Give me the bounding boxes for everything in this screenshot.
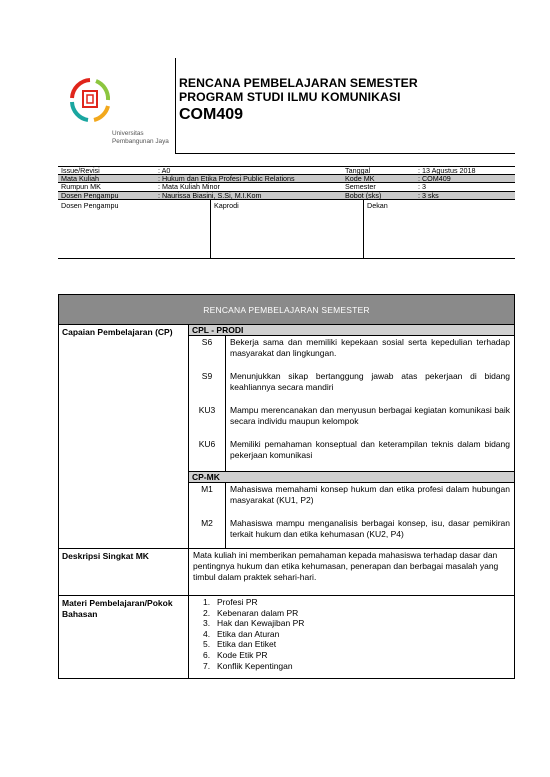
info-label: Mata Kuliah bbox=[61, 174, 99, 184]
signature-label-kaprodi: Kaprodi bbox=[214, 200, 239, 210]
signature-label-dekan: Dekan bbox=[367, 200, 388, 210]
materi-list bbox=[189, 596, 514, 671]
info-row bbox=[58, 183, 515, 191]
signature-label-dosen: Dosen Pengampu bbox=[61, 200, 119, 210]
info-label: Dosen Pengampu bbox=[61, 190, 119, 200]
cpl-item bbox=[189, 438, 514, 472]
info-label: Kode MK bbox=[345, 174, 375, 184]
info-label: Semester bbox=[345, 182, 376, 192]
cpl-item bbox=[189, 336, 514, 370]
cpl-text: Bekerja sama dan memiliki kepekaan sosial serta kepedulian terhadap masyarakat dan lingkungan. bbox=[230, 337, 510, 358]
signature-row bbox=[58, 200, 515, 258]
program-title: PROGRAM STUDI ILMU KOMUNIKASI bbox=[179, 90, 401, 104]
cpmk-item bbox=[189, 483, 514, 517]
info-label: Bobot (sks) bbox=[345, 190, 382, 200]
document-header bbox=[58, 58, 515, 154]
info-value: : COM409 bbox=[418, 174, 451, 184]
info-row bbox=[58, 192, 515, 200]
cp-row bbox=[59, 325, 514, 549]
rps-table bbox=[58, 294, 515, 679]
cpl-item bbox=[189, 370, 514, 404]
cpl-code: S6 bbox=[189, 336, 226, 370]
materi-label: Materi Pembelajaran/Pokok Bahasan bbox=[59, 596, 189, 678]
course-info-table bbox=[58, 166, 515, 259]
cpmk-code: M1 bbox=[189, 483, 226, 517]
list-item: 4. Etika dan Aturan bbox=[203, 628, 280, 639]
info-value: : Hukum dan Etika Profesi Public Relations bbox=[158, 174, 295, 184]
list-item: 5. Etika dan Etiket bbox=[203, 639, 277, 650]
description-label: Deskripsi Singkat MK bbox=[59, 549, 189, 595]
cpl-heading: CPL - PRODI bbox=[189, 325, 514, 336]
document-title: RENCANA PEMBELAJARAN SEMESTER bbox=[179, 76, 418, 90]
cpl-code: KU6 bbox=[189, 438, 226, 471]
list-item: 7. Konflik Kepentingan bbox=[203, 660, 293, 671]
logo-text-line1: Universitas bbox=[112, 130, 144, 137]
info-value: : 13 Agustus 2018 bbox=[418, 166, 476, 175]
info-value: : 3 sks bbox=[418, 190, 439, 200]
cpl-item bbox=[189, 404, 514, 438]
description-text: Mata kuliah ini memberikan pemahaman kepada mahasiswa terhadap dasar dan pentingnya hukum dan etika kehumasan, penerapan dan berbagai masalah yang timbul dalam praktek sehari-hari. bbox=[193, 550, 499, 582]
info-label: Tanggal bbox=[345, 166, 371, 175]
cpmk-text: Mahasiswa memahami konsep hukum dan etika profesi dalam hubungan masyarakat (KU1, P2) bbox=[230, 484, 510, 505]
info-value: : Mata Kuliah Minor bbox=[158, 182, 220, 192]
logo-text-line2: Pembangunan Jaya bbox=[112, 137, 169, 145]
cpl-code: KU3 bbox=[189, 404, 226, 438]
info-label: Issue/Revisi bbox=[61, 166, 100, 175]
list-item: 2. Kebenaran dalam PR bbox=[203, 607, 299, 618]
cpl-text: Mampu merencanakan dan menyusun berbagai kegiatan komunikasi baik secara individu maupun kelompok bbox=[230, 405, 510, 426]
info-value: : 3 bbox=[418, 182, 426, 192]
info-value: : A0 bbox=[158, 166, 171, 175]
cpmk-text: Mahasiswa mampu menganalisis berbagai konsep, isu, dasar pemikiran terkait hukum dan etika kehumasan (KU2, P4) bbox=[230, 518, 510, 539]
cpmk-item bbox=[189, 517, 514, 548]
course-code: COM409 bbox=[179, 106, 244, 123]
info-label: Rumpun MK bbox=[61, 182, 101, 192]
materi-row bbox=[59, 596, 514, 678]
upj-logo-icon bbox=[68, 76, 112, 126]
cpmk-code: M2 bbox=[189, 517, 226, 548]
description-row bbox=[59, 549, 514, 596]
title-block bbox=[175, 58, 515, 154]
info-value: : Naurissa Biasini, S.Si, M.I.Kom bbox=[158, 190, 262, 200]
list-item: 1. Profesi PR bbox=[203, 597, 258, 607]
cp-label: Capaian Pembelajaran (CP) bbox=[59, 325, 189, 548]
cpmk-heading: CP-MK bbox=[189, 472, 514, 483]
info-row bbox=[58, 175, 515, 183]
list-item: 6. Kode Etik PR bbox=[203, 649, 268, 660]
rps-heading: RENCANA PEMBELAJARAN SEMESTER bbox=[59, 295, 514, 325]
list-item: 3. Hak dan Kewajiban PR bbox=[203, 618, 305, 629]
cpl-text: Menunjukkan sikap bertanggung jawab atas pekerjaan di bidang keahliannya secara mandiri bbox=[230, 371, 510, 392]
university-logo bbox=[68, 76, 178, 145]
cpl-code: S9 bbox=[189, 370, 226, 404]
cpl-text: Memiliki pemahaman konseptual dan keterampilan teknis dalam bidang pekerjaan komunikasi bbox=[230, 439, 510, 460]
